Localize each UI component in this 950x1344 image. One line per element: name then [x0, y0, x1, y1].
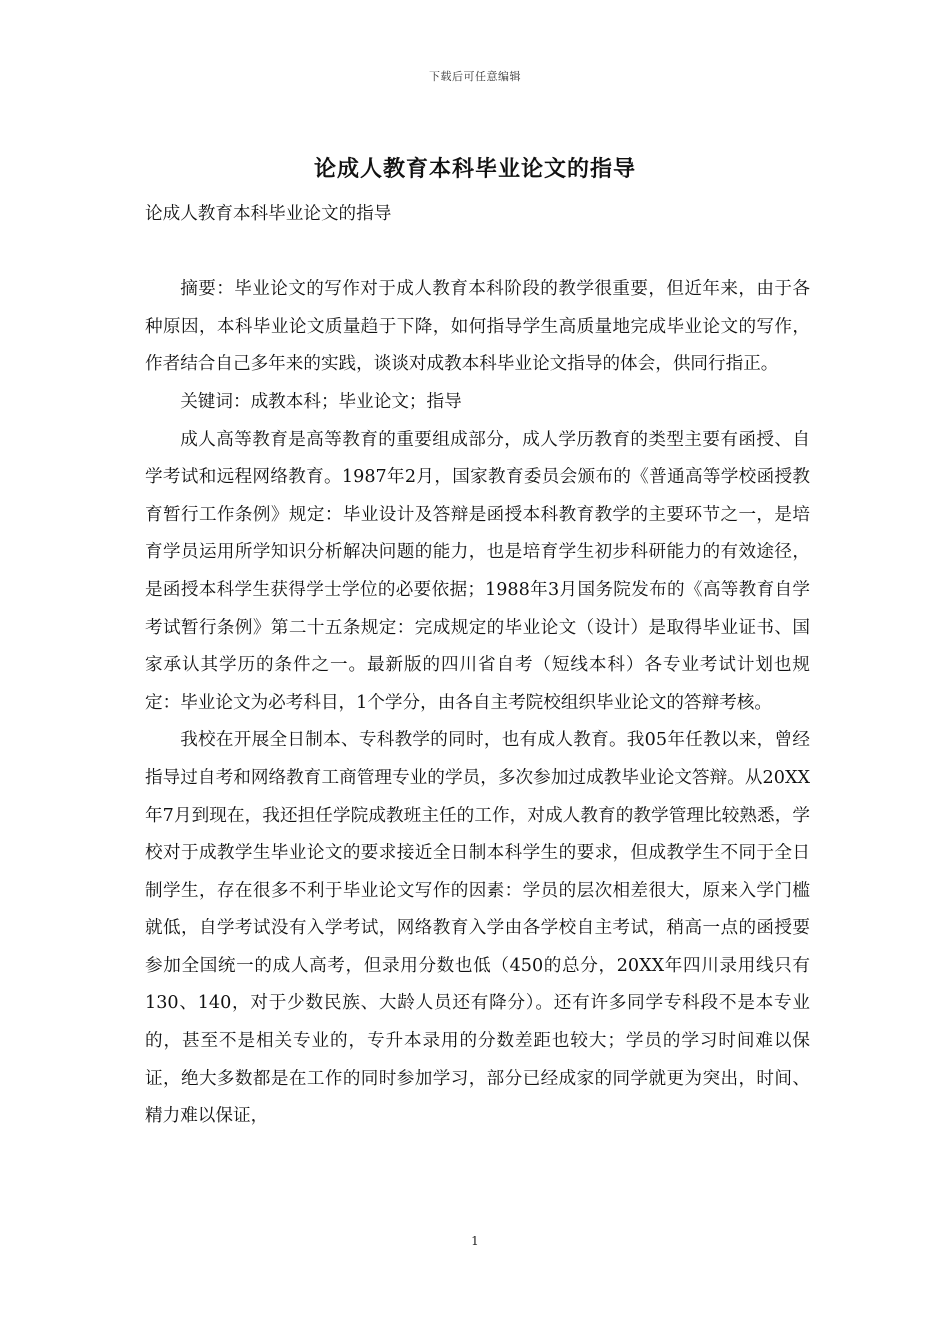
- body-paragraph-2: 我校在开展全日制本、专科教学的同时，也有成人教育。我05年任教以来，曾经指导过自考和网络教育工商管理专业的学员，多次参加过成教毕业论文答辩。从20XX年7月到现在，我还担任学院成教班主任的工作，对成人教育的教学管理比较熟悉，学校对于成教学生毕业论文的要求接近全日制本科学生的要求，但成教学生不同于全日制学生，存在很多不利于毕业论文写作的因素：学员的层次相差很大，原来入学门槛就低，自学考试没有入学考试，网络教育入学由各学校自主考试，稍高一点的函授要参加全国统一的成人高考，但录用分数也低（450的总分，20XX年四川录用线只有130、140，对于少数民族、大龄人员还有降分）。还有许多同学专科段不是本专业的，甚至不是相关专业的，专升本录用的分数差距也较大；学员的学习时间难以保证，绝大多数都是在工作的同时参加学习，部分已经成家的同学就更为突出，时间、精力难以保证，: [145, 730, 810, 1127]
- document-title: 论成人教育本科毕业论文的指导: [313, 156, 636, 182]
- document-subtitle: 论成人教育本科毕业论文的指导: [145, 204, 392, 224]
- keywords-paragraph: 关键词：成教本科；毕业论文；指导: [180, 391, 462, 412]
- abstract-paragraph: 摘要：毕业论文的写作对于成人教育本科阶段的教学很重要，但近年来，由于各种原因，本科毕业论文质量趋于下降，如何指导学生高质量地完成毕业论文的写作，作者结合自己多年来的实践，谈谈对成教本科毕业论文指导的体会，供同行指正。: [145, 279, 810, 375]
- document-body: [145, 196, 810, 1136]
- body-paragraph-1: 成人高等教育是高等教育的重要组成部分，成人学历教育的类型主要有函授、自学考试和远程网络教育。1987年2月，国家教育委员会颁布的《普通高等学校函授教育暂行工作条例》规定：毕业设计及答辩是函授本科教育教学的主要环节之一，是培育学员运用所学知识分析解决问题的能力，也是培育学生初步科研能力的有效途径，是函授本科学生获得学士学位的必要依据；1988年3月国务院发布的《高等教育自学考试暂行条例》第二十五条规定：完成规定的毕业论文（设计）是取得毕业证书、国家承认其学历的条件之一。最新版的四川省自考（短线本科）各专业考试计划也规定：毕业论文为必考科目，1个学分，由各自主考院校组织毕业论文的答辩考核。: [145, 429, 810, 713]
- page-number: 1: [471, 1234, 479, 1248]
- header-note: 下载后可任意编辑: [429, 70, 521, 83]
